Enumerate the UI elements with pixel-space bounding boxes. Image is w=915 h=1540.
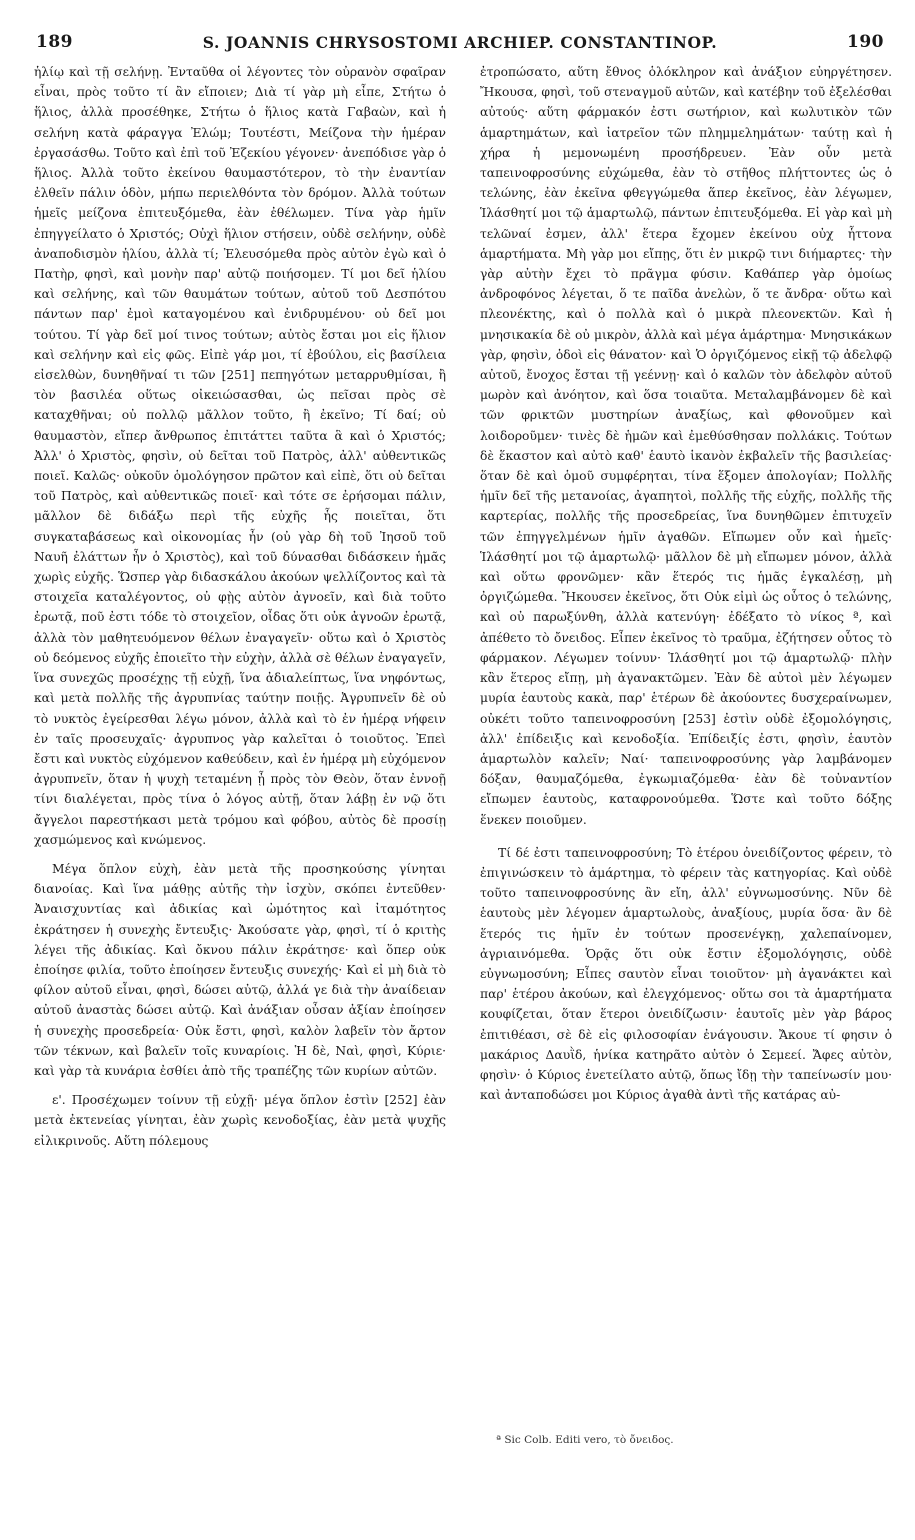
left-paragraph-2: Μέγα ὅπλον εὐχὴ, ἐὰν μετὰ τῆς προσηκούσης γίνηται διανοίας. Καὶ ἵνα μάθῃς αὐτῆς τὴν ἰσχὺν, σκόπει ἐντεῦθεν· Ἀναισχυντίας καὶ ἀδικίας καὶ ὠμότητος καὶ ἰταμότητος ἐκράτησεν ἡ συνεχὴς ἔντευξις· Ἀκούσατε γὰρ, φησὶ, τί ὁ κριτὴς λέγει τῆς ἀδικίας. Καὶ ὄκνου πάλιν ἐκράτησε· καὶ ὅπερ οὐκ ἐποίησε φιλία, τοῦτο ἐποίησεν ἔντευξις συνεχής· Καὶ εἰ μὴ διὰ τὸ φίλον αὐτοῦ εἶναι, φησὶ, δώσει αὐτῷ, ἀλλά γε διὰ τὴν ἀναίδειαν αὐτοῦ ἀναστὰς δώσει αὐτῷ. Καὶ ἀνάξιαν οὖσαν ἀξίαν ἐποίησεν ἡ συνεχὴς προσεδρεία· Οὐκ ἔστι, φησὶ, καλὸν λαβεῖν τὸν ἄρτον τῶν τέκνων, καὶ βαλεῖν τοῖς κυναρίοις. Ἡ δὲ, Ναὶ, φησὶ, Κύριε· καὶ γὰρ τὰ κυνάρια ἐσθίει ἀπὸ τῆς τραπέζης τῶν κυρίων αὐτῶν. — [34, 861, 446, 1078]
right-column — [480, 62, 892, 1105]
footnote: ª Sic Colb. Editi vero, τὸ ὄνειδος. — [496, 1434, 674, 1446]
right-paragraph-2: Τί δέ ἐστι ταπεινοφροσύνη; Τὸ ἑτέρου ὀνειδίζοντος φέρειν, τὸ ἐπιγινώσκειν τὸ ἁμάρτημα, τὸ φέρειν τὰς κατηγορίας. Καὶ οὐδὲ τοῦτο ταπεινοφροσύνης ἂν εἴη, ἀλλ' εὐγνωμοσύνης. Νῦν δὲ ἑαυτοὺς μὲν λέγομεν ἁμαρτωλοὺς, ἀναξίους, μυρία ὅσα· ἂν δὲ ἕτερός τις ἡμῖν ἐν τούτων προσενέγκῃ, χαλεπαίνομεν, ἀγριαινόμεθα. Ὁρᾷς ὅτι οὐκ ἔστιν ἐξομολόγησις, οὐδὲ εὐγνωμοσύνη; Εἶπες σαυτὸν εἶναι τοιοῦτον· μὴ ἀγανάκτει καὶ παρ' ἑτέρου ἀκούων, καὶ ἐλεγχόμενος· οὕτω σοι τὰ ἁμαρτήματα κουφίζεται, ὅταν ἕτεροι ὀνειδίζωσιν· ἑαυτοῖς μὲν γὰρ βάρος ἐπιτιθέασι, σὲ δὲ εἰς φιλοσοφίαν ἐνάγουσιν. Ἄκουε τί φησιν ὁ μακάριος Δαυῒδ, ἡνίκα κατηρᾶτο αὐτὸν ὁ Σεμεεί. Ἄφες αὐτὸν, φησὶν· ὁ Κύριος ἐνετείλατο αὐτῷ, ὅπως ἴδῃ τὴν ταπείνωσίν μου· καὶ ἀνταποδώσει μοι Κύριος ἀγαθὰ ἀντὶ τῆς κατάρας αὐ- — [480, 845, 892, 1103]
left-paragraph-1: ἡλίῳ καὶ τῇ σελήνῃ. Ἐνταῦθα οἱ λέγοντες τὸν οὐρανὸν σφαῖραν εἶναι, πρὸς τοῦτο τί ἂν εἴποιεν; Διὰ τί γὰρ μὴ εἶπε, Στήτω ὁ ἥλιος, ἀλλὰ προσέθηκε, Στήτω ὁ ἥλιος κατὰ Γαβαὼν, καὶ ἡ σελήνη κατὰ φάραγγα Ἐλώμ; Τουτέστι, Μείζονα τὴν ἡμέραν ἐργασάσθω. Τοῦτο καὶ ἐπὶ τοῦ Ἐζεκίου γέγονεν· ἀνεπόδισε γὰρ ὁ ἥλιος. Ἀλλὰ τοῦτο ἐκείνου θαυμαστότερον, τὸ τὴν ἐναντίαν ἐλθεῖν πάλιν ὁδὸν, μήπω περιελθόντα τὸν δρόμον. Ἀλλὰ τούτων ἡμεῖς μείζονα ἐπιτευξόμεθα, ἐὰν ἐθέλωμεν. Τίνα γὰρ ἡμῖν ἐπηγγείλατο ὁ Χριστός; Οὐχὶ ἥλιον στήσειν, οὐδὲ σελήνην, οὐδὲ ἀναποδισμὸν ἡλίου, ἀλλὰ τί; Ἐλευσόμεθα πρὸς αὐτὸν ἐγὼ καὶ ὁ Πατὴρ, φησὶ, καὶ μονὴν παρ' αὐτῷ ποιήσομεν. Τί μοι δεῖ ἡλίου καὶ σελήνης, καὶ τῶν θαυμάτων τούτων, αὐτοῦ τοῦ Δεσπότου πάντων παρ' ἐμοὶ καταγομένου καὶ ἐνιδρυμένου· οὐ δεῖ μοι τούτου. Τί γὰρ δεῖ μοί τινος τούτων; αὐτὸς ἔσται μοι εἰς ἥλιον καὶ σελήνην καὶ εἰς φῶς. Εἰπὲ γάρ μοι, τί ἐβούλου, εἰς βασίλεια εἰσελθὼν, δυνηθῆναί τι τῶν [251] πεπηγότων μεταρρυθμίσαι, ἢ τὸν βασιλέα οὕτως οἰκειώσασθαι, ὡς πεῖσαι πρὸς σὲ καταχθῆναι; οὐ πολλῷ μᾶλλον τοῦτο, ἢ ἐκεῖνο; Τί δαί; οὐ θαυμαστὸν, εἴπερ ἄνθρωπος ἐπιτάττει ταῦτα ἃ καὶ ὁ Χριστός; Ἀλλ' ὁ Χριστὸς, φησὶν, οὐ δεῖται τοῦ Πατρὸς, ἀλλ' αὐθεντικῶς ποιεῖ. Καλῶς· οὐκοῦν ὁμολόγησον πρῶτον καὶ εἰπὲ, ὅτι οὐ δεῖται τοῦ Πατρὸς, καὶ αὐθεντικῶς ποιεῖ· καὶ τότε σε ἐρήσομαι πάλιν, μᾶλλον δὲ διδάξω περὶ τῆς εὐχῆς ἧς ποιεῖται, ὅτι συγκαταβάσεως καὶ οἰκονομίας ἦν (οὐ γὰρ δὴ τοῦ Ἰησοῦ τοῦ Ναυῆ ἐλάττων ἦν ὁ Χριστὸς), καὶ τοῦ δύνασθαι διδάσκειν ἡμᾶς χωρὶς εὐχῆς. Ὥσπερ γὰρ διδασκάλου ἀκούων ψελλίζοντος καὶ τὰ στοιχεῖα καταλέγοντος, οὐ φῂς αὐτὸν ἀγνοεῖν, καὶ διὰ τοῦτο ἐρωτᾷ, ποῦ ἐστι τόδε τὸ στοιχεῖον, οἶδας ὅτι οὐκ ἀγνοῶν ἐρωτᾷ, ἀλλὰ τὸν μαθητευόμενον θέλων ἐναγαγεῖν· οὕτω καὶ ὁ Χριστὸς οὐ δεόμενος εὐχῆς ἐποιεῖτο τὴν εὐχὴν, ἀλλὰ σὲ θέλων ἐναγαγεῖν, ἵνα συνεχῶς προσέχῃς τῇ εὐχῇ, ἵνα ἀδιαλείπτως, ἵνα νηφόντως, καὶ μετὰ πολλῆς τῆς ἀγρυπνίας ταύτην ποιῇς. Ἀγρυπνεῖν δὲ οὐ τὸ νυκτὸς ἐγείρεσθαι λέγω μόνον, ἀλλὰ καὶ τὸ ἐν ἡμέρᾳ νήφειν ἐν ταῖς προσευχαῖς· ἀγρυπνος γὰρ καλεῖται ὁ τοιοῦτος. Ἐπεὶ ἔστι καὶ νυκτὸς εὐχόμενον καθεύδειν, καὶ ἐν ἡμέρᾳ μὴ εὐχόμενον ἀγρυπνεῖν, ὅταν ἡ ψυχὴ τεταμένη ᾖ πρὸς τὸν Θεὸν, ὅταν ἐννοῇ τίνι διαλέγεται, πρὸς τίνα ὁ λόγος αὐτῇ, ὅταν λάβῃ ἐν νῷ ὅτι ἄγγελοι παρεστήκασι μετὰ τρόμου καὶ φόβου, αὐτὸς δὲ προσίῃ χασμώμενος καὶ κνώμενος. — [34, 65, 446, 847]
page-number-left: 189 — [36, 32, 73, 52]
page-number-right: 190 — [847, 32, 884, 52]
running-title: S. JOANNIS CHRYSOSTOMI ARCHIEP. CONSTANTINOP. — [202, 33, 718, 52]
right-paragraph-1: ἐτροπώσατο, αὕτη ἔθνος ὁλόκληρον καὶ ἀνάξιον εὐηργέτησεν. Ἤκουσα, φησὶ, τοῦ στεναγμοῦ αὐτῶν, καὶ κατέβην τοῦ ἐξελέσθαι αὐτούς· αὕτη φάρμακόν ἐστι σωτήριον, καὶ κωλυτικὸν τῶν ἁμαρτημάτων, καὶ ἰατρεῖον τῶν πλημμελημάτων· ταύτῃ καὶ ἡ χήρα ἡ μεμονωμένη προσήδρευεν. Ἐὰν οὖν μετὰ ταπεινοφροσύνης εὐχώμεθα, ἐὰν τὸ στῆθος πλήττοντες ὡς ὁ τελώνης, ἐὰν ἐκεῖνα φθεγγώμεθα ἅπερ ἐκεῖνος, ἐὰν λέγωμεν, Ἱλάσθητί μοι τῷ ἁμαρτωλῷ, πάντων ἐπιτευξόμεθα. Εἰ γὰρ καὶ μὴ τελῶναί ἐσμεν, ἀλλ' ἕτερα ἔχομεν ἐκείνου οὐχ ἧττονα ἁμαρτήματα. Μὴ γὰρ μοι εἴπῃς, ὅτι ἐν μικρῷ τινι διήμαρτες· τὴν γὰρ αὐτὴν ἔχει τὸ πρᾶγμα φύσιν. Καθάπερ γὰρ ὁμοίως ἀνδροφόνος λέγεται, ὅ τε παῖδα ἀνελὼν, ὅ τε ἄνδρα· οὕτω καὶ πλεονέκτης, καὶ ὁ πολλὰ καὶ ὁ μικρὰ πλεονεκτῶν. Καὶ ἡ μνησικακία δὲ οὐ μικρὸν, ἀλλὰ καὶ μέγα ἁμάρτημα· Μνησικάκων γὰρ, φησὶν, ὁδοὶ εἰς θάνατον· καὶ Ὁ ὀργιζόμενος εἰκῇ τῷ ἀδελφῷ αὐτοῦ, ἔνοχος ἔσται τῇ γεέννῃ· καὶ ὁ καλῶν τὸν ἀδελφὸν αὐτοῦ μωρὸν καὶ ἀνόητον, καὶ ὅσα τοιαῦτα. Μεταλαμβάνομεν δὲ καὶ τῶν φρικτῶν μυστηρίων ἀναξίως, καὶ φθονοῦμεν καὶ λοιδοροῦμεν· τινὲς δὲ ἡμῶν καὶ ἐμεθύσθησαν πολλάκις. Τούτων δὲ ἕκαστον καὶ αὐτὸ καθ' ἑαυτὸ ἱκανὸν ἐκβαλεῖν τῆς βασιλείας· ὅταν δὲ καὶ ὁμοῦ συμφέρηται, τίνα ἕξομεν ἀπολογίαν; Πολλῆς ἡμῖν δεῖ τῆς μετανοίας, ἀγαπητοὶ, πολλῆς τῆς εὐχῆς, πολλῆς τῆς καρτερίας, πολλῆς τῆς προσεδρείας, ἵνα δυνηθῶμεν ἐπιτυχεῖν τῶν ἐπηγγελμένων ἡμῖν ἀγαθῶν. Εἴπωμεν οὖν καὶ ἡμεῖς· Ἱλάσθητί μοι τῷ ἁμαρτωλῷ· μᾶλλον δὲ μὴ εἴπωμεν μόνον, ἀλλὰ καὶ οὕτω φρονῶμεν· κἂν ἕτερός τις ἡμᾶς ἐγκαλέσῃ, μὴ ὀργιζώμεθα. Ἤκουσεν ἐκεῖνος, ὅτι Οὐκ εἰμὶ ὡς οὗτος ὁ τελώνης, καὶ οὐ παρωξύνθη, ἀλλὰ κατενύγη· ἐδέξατο τὸ νίκος ª, καὶ ἀπέθετο τὸ ὄνειδος. Εἶπεν ἐκεῖνος τὸ τραῦμα, ἐζήτησεν οὗτος τὸ φάρμακον. Λέγωμεν τοίνυν· Ἱλάσθητί μοι τῷ ἁμαρτωλῷ· πλὴν κἂν ἕτερος εἴπῃ, μὴ ἀγανακτῶμεν. Ἐὰν δὲ αὐτοὶ μὲν λέγωμεν μυρία ἑαυτοὺς κακὰ, παρ' ἑτέρων δὲ ἀκούοντες δυσχεραίνωμεν, οὐκέτι τοῦτο ταπεινοφροσύνη [253] ἐστὶν οὐδὲ ἐξομολόγησις, ἀλλ' ἐπίδειξις καὶ κενοδοξία. Ἐπίδειξίς ἐστι, φησὶν, ἑαυτὸν ἁμαρτωλὸν καλεῖν; Ναί· ταπεινοφροσύνης γὰρ λαμβάνομεν δόξαν, θαυμαζόμεθα, ἐγκωμιαζόμεθα· ἐὰν δὲ τοὐναντίον εἴπωμεν ἑαυτοὺς, καταφρονούμεθα. Ὥστε καὶ τοῦτο δόξης ἕνεκεν ποιοῦμεν. — [480, 65, 892, 827]
left-column — [34, 62, 446, 1151]
left-paragraph-3: ε'. Προσέχωμεν τοίνυν τῇ εὐχῇ· μέγα ὅπλον ἐστὶν [252] ἐὰν μετὰ ἐκτενείας γίνηται, ἐὰν χωρὶς κενοδοξίας, ἐὰν μετὰ ψυχῆς εἰλικρινοῦς. Αὕτη πόλεμους — [34, 1093, 446, 1148]
page-header — [36, 32, 884, 60]
